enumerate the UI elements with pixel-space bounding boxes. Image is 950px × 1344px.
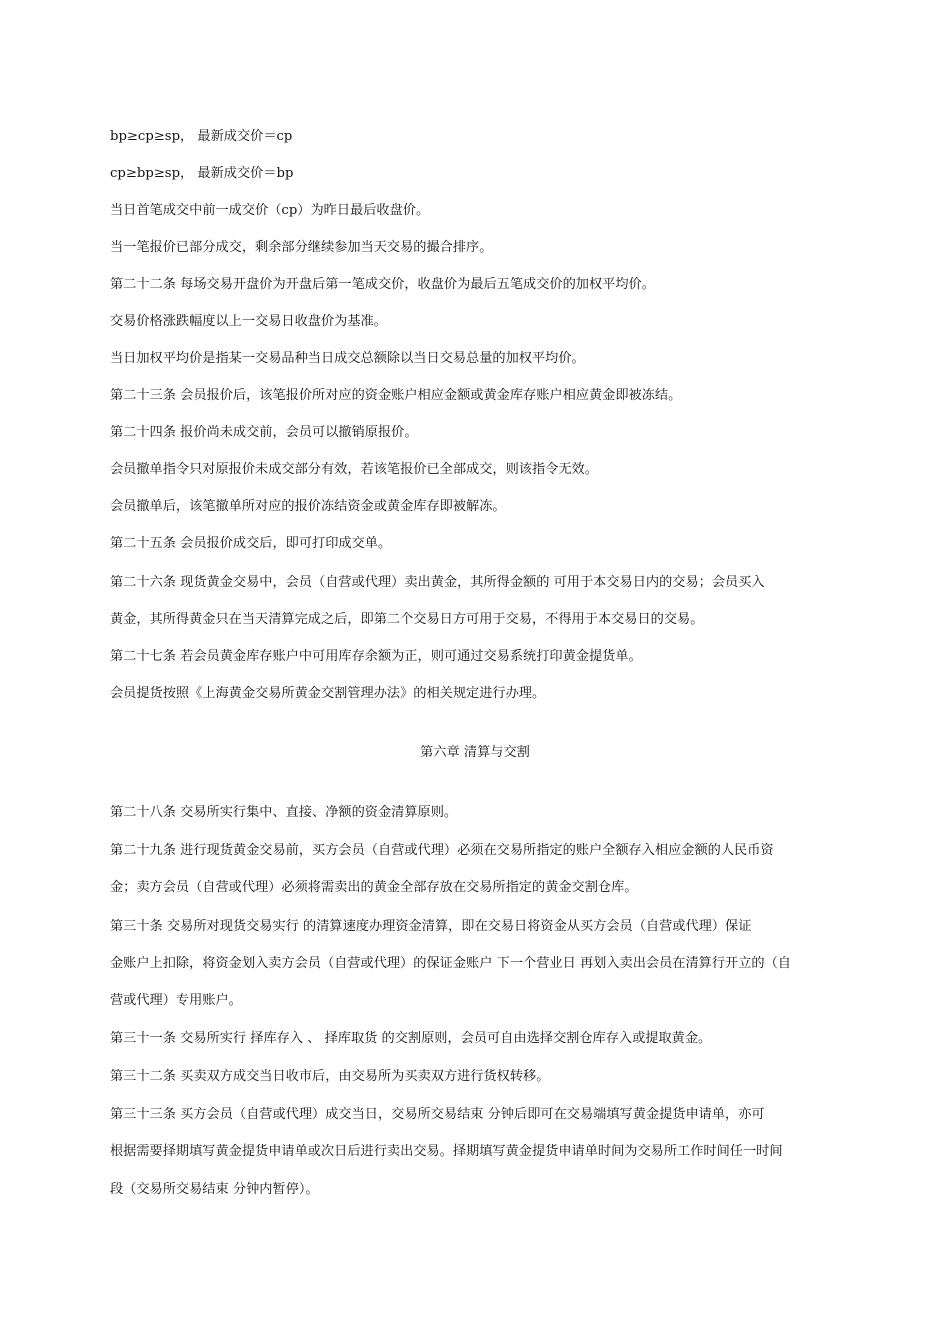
article-33: 第三十三条 买方会员（自营或代理）成交当日，交易所交易结束 分钟后即可在交易端填写黄金提货申请单，亦可	[110, 1107, 765, 1122]
text-line: 当日首笔成交中前一成交价（cp）为昨日最后收盘价。	[110, 203, 430, 218]
text-line: 段（交易所交易结束 分钟内暂停）。	[110, 1182, 319, 1197]
article-25: 第二十五条 会员报价成交后，即可打印成交单。	[110, 536, 392, 551]
text-line: 会员提货按照《上海黄金交易所黄金交割管理办法》的相关规定进行办理。	[110, 686, 546, 701]
article-26: 第二十六条 现货黄金交易中，会员（自营或代理）卖出黄金，其所得金额的 可用于本交易日内的交易；会员买入	[110, 575, 765, 590]
text-line: 会员撤单后，该笔撤单所对应的报价冻结资金或黄金库存即被解冻。	[110, 499, 506, 514]
article-22: 第二十二条 每场交易开盘价为开盘后第一笔成交价，收盘价为最后五笔成交价的加权平均价。	[110, 277, 655, 292]
text-line: 当一笔报价已部分成交，剩余部分继续参加当天交易的撮合排序。	[110, 240, 493, 255]
text-line: 黄金，其所得黄金只在当天清算完成之后，即第二个交易日方可用于交易，不得用于本交易日的交易。	[110, 612, 704, 627]
article-30: 第三十条 交易所对现货交易实行 的清算速度办理资金清算，即在交易日将资金从买方会员（自营或代理）保证	[110, 919, 752, 934]
article-24: 第二十四条 报价尚未成交前，会员可以撤销原报价。	[110, 425, 418, 440]
article-32: 第三十二条 买卖双方成交当日收市后，由交易所为买卖双方进行货权转移。	[110, 1069, 550, 1084]
text-line: cp≥bp≥sp， 最新成交价＝bp	[110, 166, 294, 181]
text-line: 根据需要择期填写黄金提货申请单或次日后进行卖出交易。择期填写黄金提货申请单时间为交易所工作时间任一时间	[110, 1144, 783, 1159]
article-29: 第二十九条 进行现货黄金交易前，买方会员（自营或代理）必须在交易所指定的账户全额存入相应金额的人民币资	[110, 843, 774, 858]
article-23: 第二十三条 会员报价后，该笔报价所对应的资金账户相应金额或黄金库存账户相应黄金即被冻结。	[110, 388, 682, 403]
text-line: bp≥cp≥sp， 最新成交价＝cp	[110, 129, 293, 144]
article-27: 第二十七条 若会员黄金库存账户中可用库存余额为正，则可通过交易系统打印黄金提货单。	[110, 649, 642, 664]
text-line: 金；卖方会员（自营或代理）必须将需卖出的黄金全部存放在交易所指定的黄金交割仓库。	[110, 880, 638, 895]
chapter-heading: 第六章 清算与交割	[420, 745, 530, 760]
text-line: 营或代理）专用账户。	[110, 993, 242, 1008]
text-line: 当日加权平均价是指某一交易品种当日成交总额除以当日交易总量的加权平均价。	[110, 351, 585, 366]
text-line: 交易价格涨跌幅度以上一交易日收盘价为基准。	[110, 314, 387, 329]
text-line: 会员撤单指令只对原报价未成交部分有效，若该笔报价已全部成交，则该指令无效。	[110, 462, 598, 477]
text-line: 金账户上扣除，将资金划入卖方会员（自营或代理）的保证金账户 下一个营业日 再划入卖出会员在清算行开立的（自	[110, 956, 791, 971]
article-28: 第二十八条 交易所实行集中、直接、净额的资金清算原则。	[110, 805, 458, 820]
article-31: 第三十一条 交易所实行 择库存入 、 择库取货 的交割原则，会员可自由选择交割仓库存入或提取黄金。	[110, 1031, 712, 1046]
